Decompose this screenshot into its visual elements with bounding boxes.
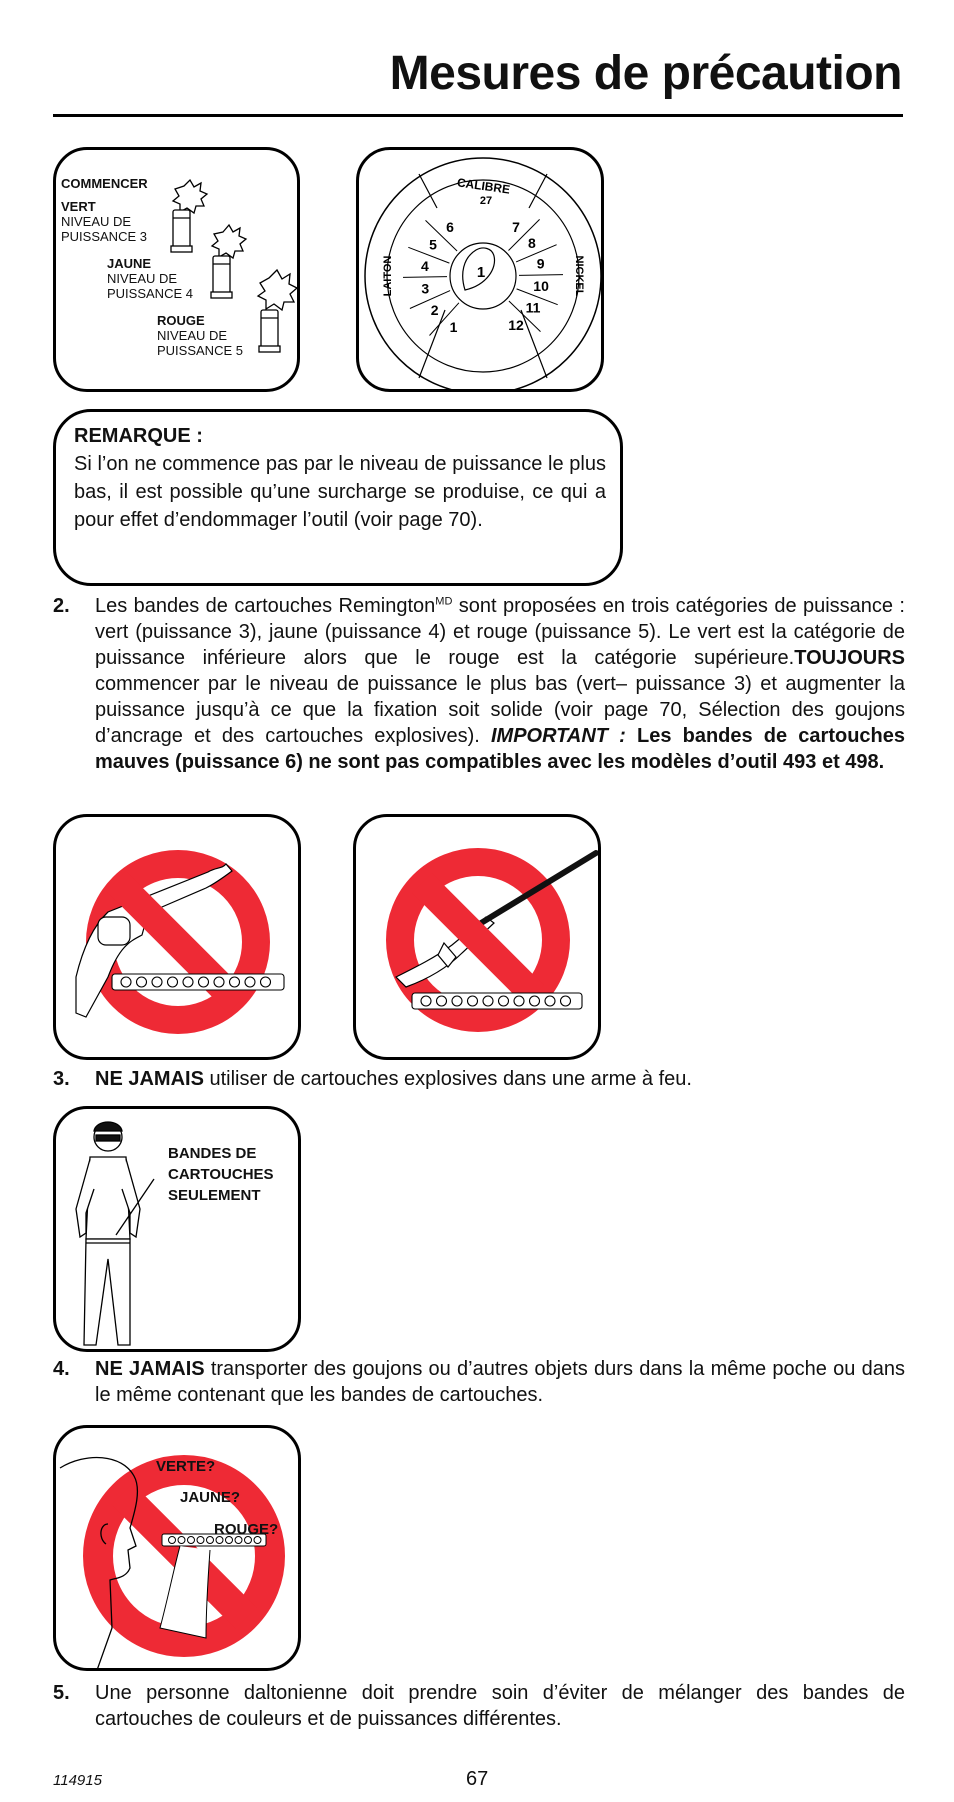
dial-left-label: LAITON	[382, 255, 394, 297]
dial-number: 12	[508, 316, 524, 333]
cartridge-round	[530, 996, 540, 1006]
emphasis: TOUJOURS	[794, 647, 905, 669]
important-label: IMPORTANT :	[490, 725, 626, 747]
cartridge-round	[199, 977, 209, 987]
text-run: sont proposées en trois catégories de puissance : vert (puissance 3), jaune (puissance 4) et rouge (puissance 5). Le vert est la catégorie de puissance inférieure alors que le rouge est la catégorie supérieure.	[95, 595, 905, 669]
colorblind-figure	[53, 1425, 301, 1671]
title-divider	[53, 114, 903, 117]
cartridge-round	[545, 996, 555, 1006]
cartridge-round	[188, 1537, 195, 1544]
item-text	[95, 1066, 905, 1092]
cartridge-round	[437, 996, 447, 1006]
emphasis: NE JAMAIS	[95, 1358, 205, 1380]
text-run: transporter des goujons ou d’autres objets durs dans la même poche ou dans le même contenant que les bandes de cartouches.	[95, 1358, 905, 1406]
cartridge-round	[514, 996, 524, 1006]
cartridge-round	[452, 996, 462, 1006]
item-number: 3.	[53, 1068, 70, 1090]
item-text	[95, 1356, 905, 1408]
level-line: PUISSANCE 4	[107, 286, 193, 301]
dial-number: 2	[430, 301, 439, 318]
cartridge-round	[183, 977, 193, 987]
no-revolver-illustration	[56, 817, 301, 1060]
list-item	[53, 1066, 905, 1092]
note-box	[53, 409, 623, 586]
cartridge-round	[561, 996, 571, 1006]
color-question: JAUNE?	[180, 1489, 241, 1506]
pocket-label-line: SEULEMENT	[168, 1187, 261, 1204]
cartridge-round	[207, 1537, 214, 1544]
dial-center-number: 1	[476, 264, 486, 281]
dial-top-label: CALIBRE	[456, 175, 511, 197]
dial-number: 5	[429, 236, 437, 253]
note-body: Si l’on ne commence pas par le niveau de puissance le plus bas, il est possible qu’une surcharge se produise, ce qui a pour effet d’endommager l’outil (voir page 70).	[74, 453, 606, 531]
no-rifle-figure	[353, 814, 601, 1060]
cartridge-round	[197, 1537, 204, 1544]
cartridge-round	[214, 977, 224, 987]
cartridge-round	[499, 996, 509, 1006]
pocket-figure	[53, 1106, 301, 1352]
power-dial	[359, 150, 604, 392]
page-title: Mesures de précaution	[389, 47, 902, 100]
pocket-label-line: CARTOUCHES	[168, 1166, 274, 1183]
item-number: 2.	[53, 595, 70, 617]
level-line: NIVEAU DE	[107, 271, 178, 286]
dial-number: 4	[421, 257, 429, 274]
cartridge-round	[468, 996, 478, 1006]
cartridge-round	[169, 1537, 176, 1544]
item-number: 5.	[53, 1682, 70, 1704]
power-dial-figure	[356, 147, 604, 392]
text-run: Les bandes de cartouches Remington	[95, 595, 436, 617]
cartridge-round	[121, 977, 131, 987]
cartridge-round	[483, 996, 493, 1006]
cartridge-round	[152, 977, 162, 987]
level-color: JAUNE	[107, 256, 152, 271]
dial-number: 6	[446, 219, 454, 236]
item-number: 4.	[53, 1358, 70, 1380]
list-item	[53, 593, 905, 775]
dial-top-number: 27	[479, 195, 493, 207]
cartridge-round	[168, 977, 178, 987]
cartridge-round	[137, 977, 147, 987]
cartridge-round	[261, 977, 271, 987]
list-item	[53, 1680, 905, 1732]
start-label: COMMENCER	[61, 176, 148, 191]
dial-number: 3	[421, 280, 430, 297]
dial-number: 7	[512, 219, 520, 236]
level-line: PUISSANCE 5	[157, 343, 243, 358]
cartridge-round	[230, 977, 240, 987]
dial-right-label: NICKEL	[573, 255, 585, 297]
color-question: ROUGE?	[214, 1521, 279, 1538]
dial-number: 9	[536, 255, 545, 272]
dial-number: 8	[528, 235, 536, 251]
level-line: NIVEAU DE	[61, 214, 132, 229]
text-run: utiliser de cartouches explosives dans une arme à feu.	[203, 1068, 692, 1090]
burst-icon	[258, 270, 297, 310]
dial-number: 10	[533, 278, 549, 295]
level-line: NIVEAU DE	[157, 328, 228, 343]
document-code: 114915	[53, 1772, 102, 1789]
level-color: ROUGE	[157, 313, 205, 328]
important-text: Les bandes de cartouches mauves (puissance 6) ne sont pas compatibles avec les modèles d’outil 493 et 498.	[95, 725, 906, 773]
pocket-label-line: BANDES DE	[168, 1145, 257, 1162]
no-rifle-illustration	[356, 817, 601, 1060]
dial-number: 11	[525, 299, 541, 316]
burst-icon	[212, 225, 246, 258]
page-number: 67	[466, 1768, 489, 1790]
cartridge-round	[245, 977, 255, 987]
item-text	[95, 593, 905, 775]
cartridge-round	[421, 996, 431, 1006]
no-revolver-figure	[53, 814, 301, 1060]
color-question: VERTE?	[156, 1458, 216, 1475]
note-title: REMARQUE :	[74, 425, 203, 447]
level-line: PUISSANCE 3	[61, 229, 147, 244]
item-text: Une personne daltonienne doit prendre soin d’éviter de mélanger des bandes de cartouches de couleurs et de puissances différentes.	[95, 1682, 905, 1730]
dial-number: 1	[449, 319, 458, 336]
list-item	[53, 1356, 905, 1408]
burst-icon	[173, 180, 207, 213]
power-levels-figure	[53, 147, 300, 392]
emphasis: NE JAMAIS	[95, 1068, 204, 1090]
level-color: VERT	[61, 199, 96, 214]
trademark-sup: MD	[435, 595, 453, 608]
cartridge-round	[178, 1537, 185, 1544]
text-run: commencer par le niveau de puissance le plus bas (vert– puissance 3) et augmenter la puissance jusqu’à ce que la fixation soit solide (voir page 70, Sélection des goujons d’ancrage et des cartouches explosives).	[95, 673, 905, 747]
